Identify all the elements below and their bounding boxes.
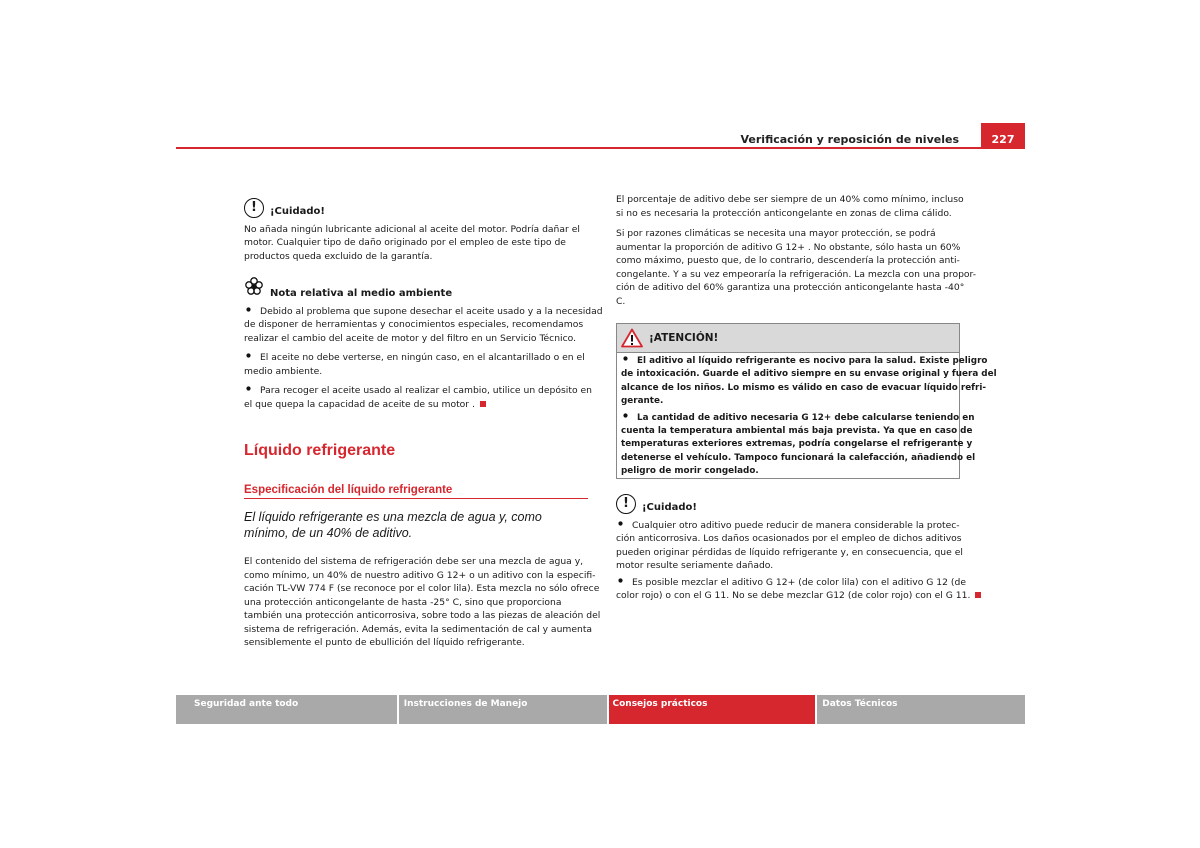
environment-title: Nota relativa al medio ambiente [270, 287, 453, 299]
bullet-icon [246, 307, 250, 311]
list-text: Debido al problema que supone desechar el aceite usado y a la necesidad [260, 305, 603, 317]
page-number: 227 [981, 123, 1025, 148]
caution-line: motor. Cualquier tipo de daño originado por el empleo de este tipo de [244, 237, 566, 248]
caution-title: ¡Cuidado! [642, 502, 697, 513]
tab-consejos[interactable]: Consejos prácticos [609, 695, 816, 724]
attention-header [617, 324, 959, 353]
tab-instrucciones[interactable]: Instrucciones de Manejo [399, 695, 607, 724]
bullet-icon [246, 353, 250, 357]
list-item [244, 351, 594, 378]
footer-nav [176, 695, 1025, 724]
list-item [244, 305, 603, 346]
list-text: El aditivo al líquido refrigerante es nocivo para la salud. Existe peligro [637, 356, 988, 366]
environment-heading [244, 276, 594, 301]
list-text: Cualquier otro aditivo puede reducir de manera considerable la protec- [632, 519, 960, 531]
list-text: cuenta la temperatura ambiental más baja prevista. Ya que en caso de [621, 426, 973, 437]
body-line: El contenido del sistema de refrigeración debe ser una mezcla de agua y, [244, 556, 584, 567]
tab-seguridad[interactable]: Seguridad ante todo [176, 695, 397, 724]
body-line: como máximo, puesto que, de lo contrario, descendería la protección anti- [616, 255, 960, 266]
list-text: motor resulte seriamente dañado. [616, 560, 774, 571]
list-text: pueden originar pérdidas de líquido refrigerante y, en consecuencia, que el [616, 546, 963, 558]
body-line: El porcentaje de aditivo debe ser siempre de un 40% como mínimo, incluso [616, 194, 964, 205]
list-text: de intoxicación. Guarde el aditivo siempre en su envase original y fuera del [621, 369, 997, 380]
list-text: temperaturas exteriores extremas, podría congelarse el refrigerante y [621, 439, 973, 450]
bullet-icon [623, 413, 627, 417]
warning-triangle-icon [621, 328, 643, 348]
list-text: de disponer de herramientas y conocimientos especiales, recomendamos [244, 319, 584, 330]
body-line: ción de aditivo del 60% garantiza una protección anticongelante hasta -40° [616, 282, 965, 293]
body-line: como mínimo, un 40% de nuestro aditivo G 12+ o un aditivo con la especifi- [244, 569, 596, 581]
list-text: La cantidad de aditivo necesaria G 12+ debe calcularse teniendo en [637, 412, 975, 423]
list-text: el que quepa la capacidad de aceite de su motor . [244, 398, 475, 410]
attention-title: ¡ATENCIÓN! [649, 332, 719, 344]
bullet-icon [246, 386, 250, 390]
list-text: peligro de morir congelado. [621, 466, 759, 477]
list-text: alcance de los niños. Lo mismo es válido en caso de evacuar líquido refri- [621, 382, 986, 393]
body-line: congelante. Y a su vez empeoraría la refrigeración. La mezcla con una propor- [616, 268, 977, 280]
body-line: Si por razones climáticas se necesita una mayor protección, se podrá [616, 228, 936, 239]
section-title: Verificación y reposición de niveles [740, 133, 959, 146]
exclamation-circle-icon: ! [244, 198, 264, 218]
lead-line: El líquido refrigerante es una mezcla de agua y, como [244, 510, 542, 524]
list-item [616, 519, 968, 573]
bullet-icon [618, 521, 622, 525]
list-item [621, 412, 976, 479]
list-text: color rojo) o con el G 11. No se debe mezclar G12 (de color rojo) con el G 11. [616, 590, 971, 601]
header-rule [176, 147, 1025, 149]
caution-line: No añada ningún lubricante adicional al aceite del motor. Podría dañar el [244, 223, 580, 235]
body-line: aumentar la proporción de aditivo G 12+ . No obstante, sólo hasta un 60% [616, 241, 961, 253]
attention-body [617, 353, 997, 481]
caution-title: ¡Cuidado! [270, 206, 325, 217]
flower-icon [244, 276, 264, 301]
lead-paragraph [244, 509, 542, 541]
caution-heading [616, 493, 968, 515]
subsection-heading: Especificación del líquido refrigerante [244, 484, 588, 499]
exclamation-circle-icon: ! [616, 494, 636, 514]
end-marker-icon [480, 401, 486, 407]
bullet-icon [623, 356, 627, 360]
end-marker-icon [975, 592, 981, 598]
caution-block-2 [616, 493, 971, 609]
list-text: Es posible mezclar el aditivo G 12+ (de color lila) con el aditivo G 12 (de [632, 576, 966, 588]
body-line: también una protección anticorrosiva, sobre todo a las piezas de aleación del [244, 610, 601, 621]
tab-datos[interactable]: Datos Técnicos [817, 695, 1025, 724]
body-line: una protección anticongelante de hasta -25° C, sino que proporciona [244, 596, 562, 608]
paragraph-2 [616, 227, 977, 308]
list-text: Para recoger el aceite usado al realizar el cambio, utilice un depósito en [260, 385, 592, 396]
attention-box [616, 323, 997, 479]
lead-line: mínimo, de un 40% de aditivo. [244, 526, 413, 540]
body-line: sistema de refrigeración. Además, evita la sedimentación de cal y aumenta [244, 623, 593, 635]
body-line: C. [616, 295, 626, 307]
section-heading: Líquido refrigerante [244, 442, 396, 459]
caution-heading [244, 197, 594, 219]
bullet-icon [618, 578, 622, 582]
body-line: cación TL-VW 774 F (se reconoce por el color lila). Esta mezcla no sólo ofrece [244, 583, 600, 594]
body-paragraph [244, 555, 601, 650]
list-text: gerante. [621, 396, 664, 407]
list-item [621, 355, 997, 409]
list-text: detenerse el vehículo. Tampoco funcionará la calefacción, añadiendo el [621, 452, 976, 463]
environment-note [244, 276, 603, 417]
caution-line: productos queda excluido de la garantía. [244, 250, 433, 262]
body-line: sensiblemente el punto de ebullición del líquido refrigerante. [244, 637, 525, 648]
list-item [244, 384, 594, 411]
caution-block-1 [244, 197, 594, 263]
caution-text [244, 223, 594, 264]
body-line: si no es necesaria la protección anticongelante en zonas de clima cálido. [616, 207, 952, 219]
paragraph-1 [616, 193, 966, 220]
list-item [616, 576, 971, 603]
list-text: realizar el cambio del aceite de motor y del filtro en un Servicio Técnico. [244, 332, 577, 344]
list-text: medio ambiente. [244, 365, 323, 377]
list-text: El aceite no debe verterse, en ningún caso, en el alcantarillado o en el [260, 352, 585, 363]
list-text: ción anticorrosiva. Los daños ocasionados por el empleo de dichos aditivos [616, 533, 962, 544]
